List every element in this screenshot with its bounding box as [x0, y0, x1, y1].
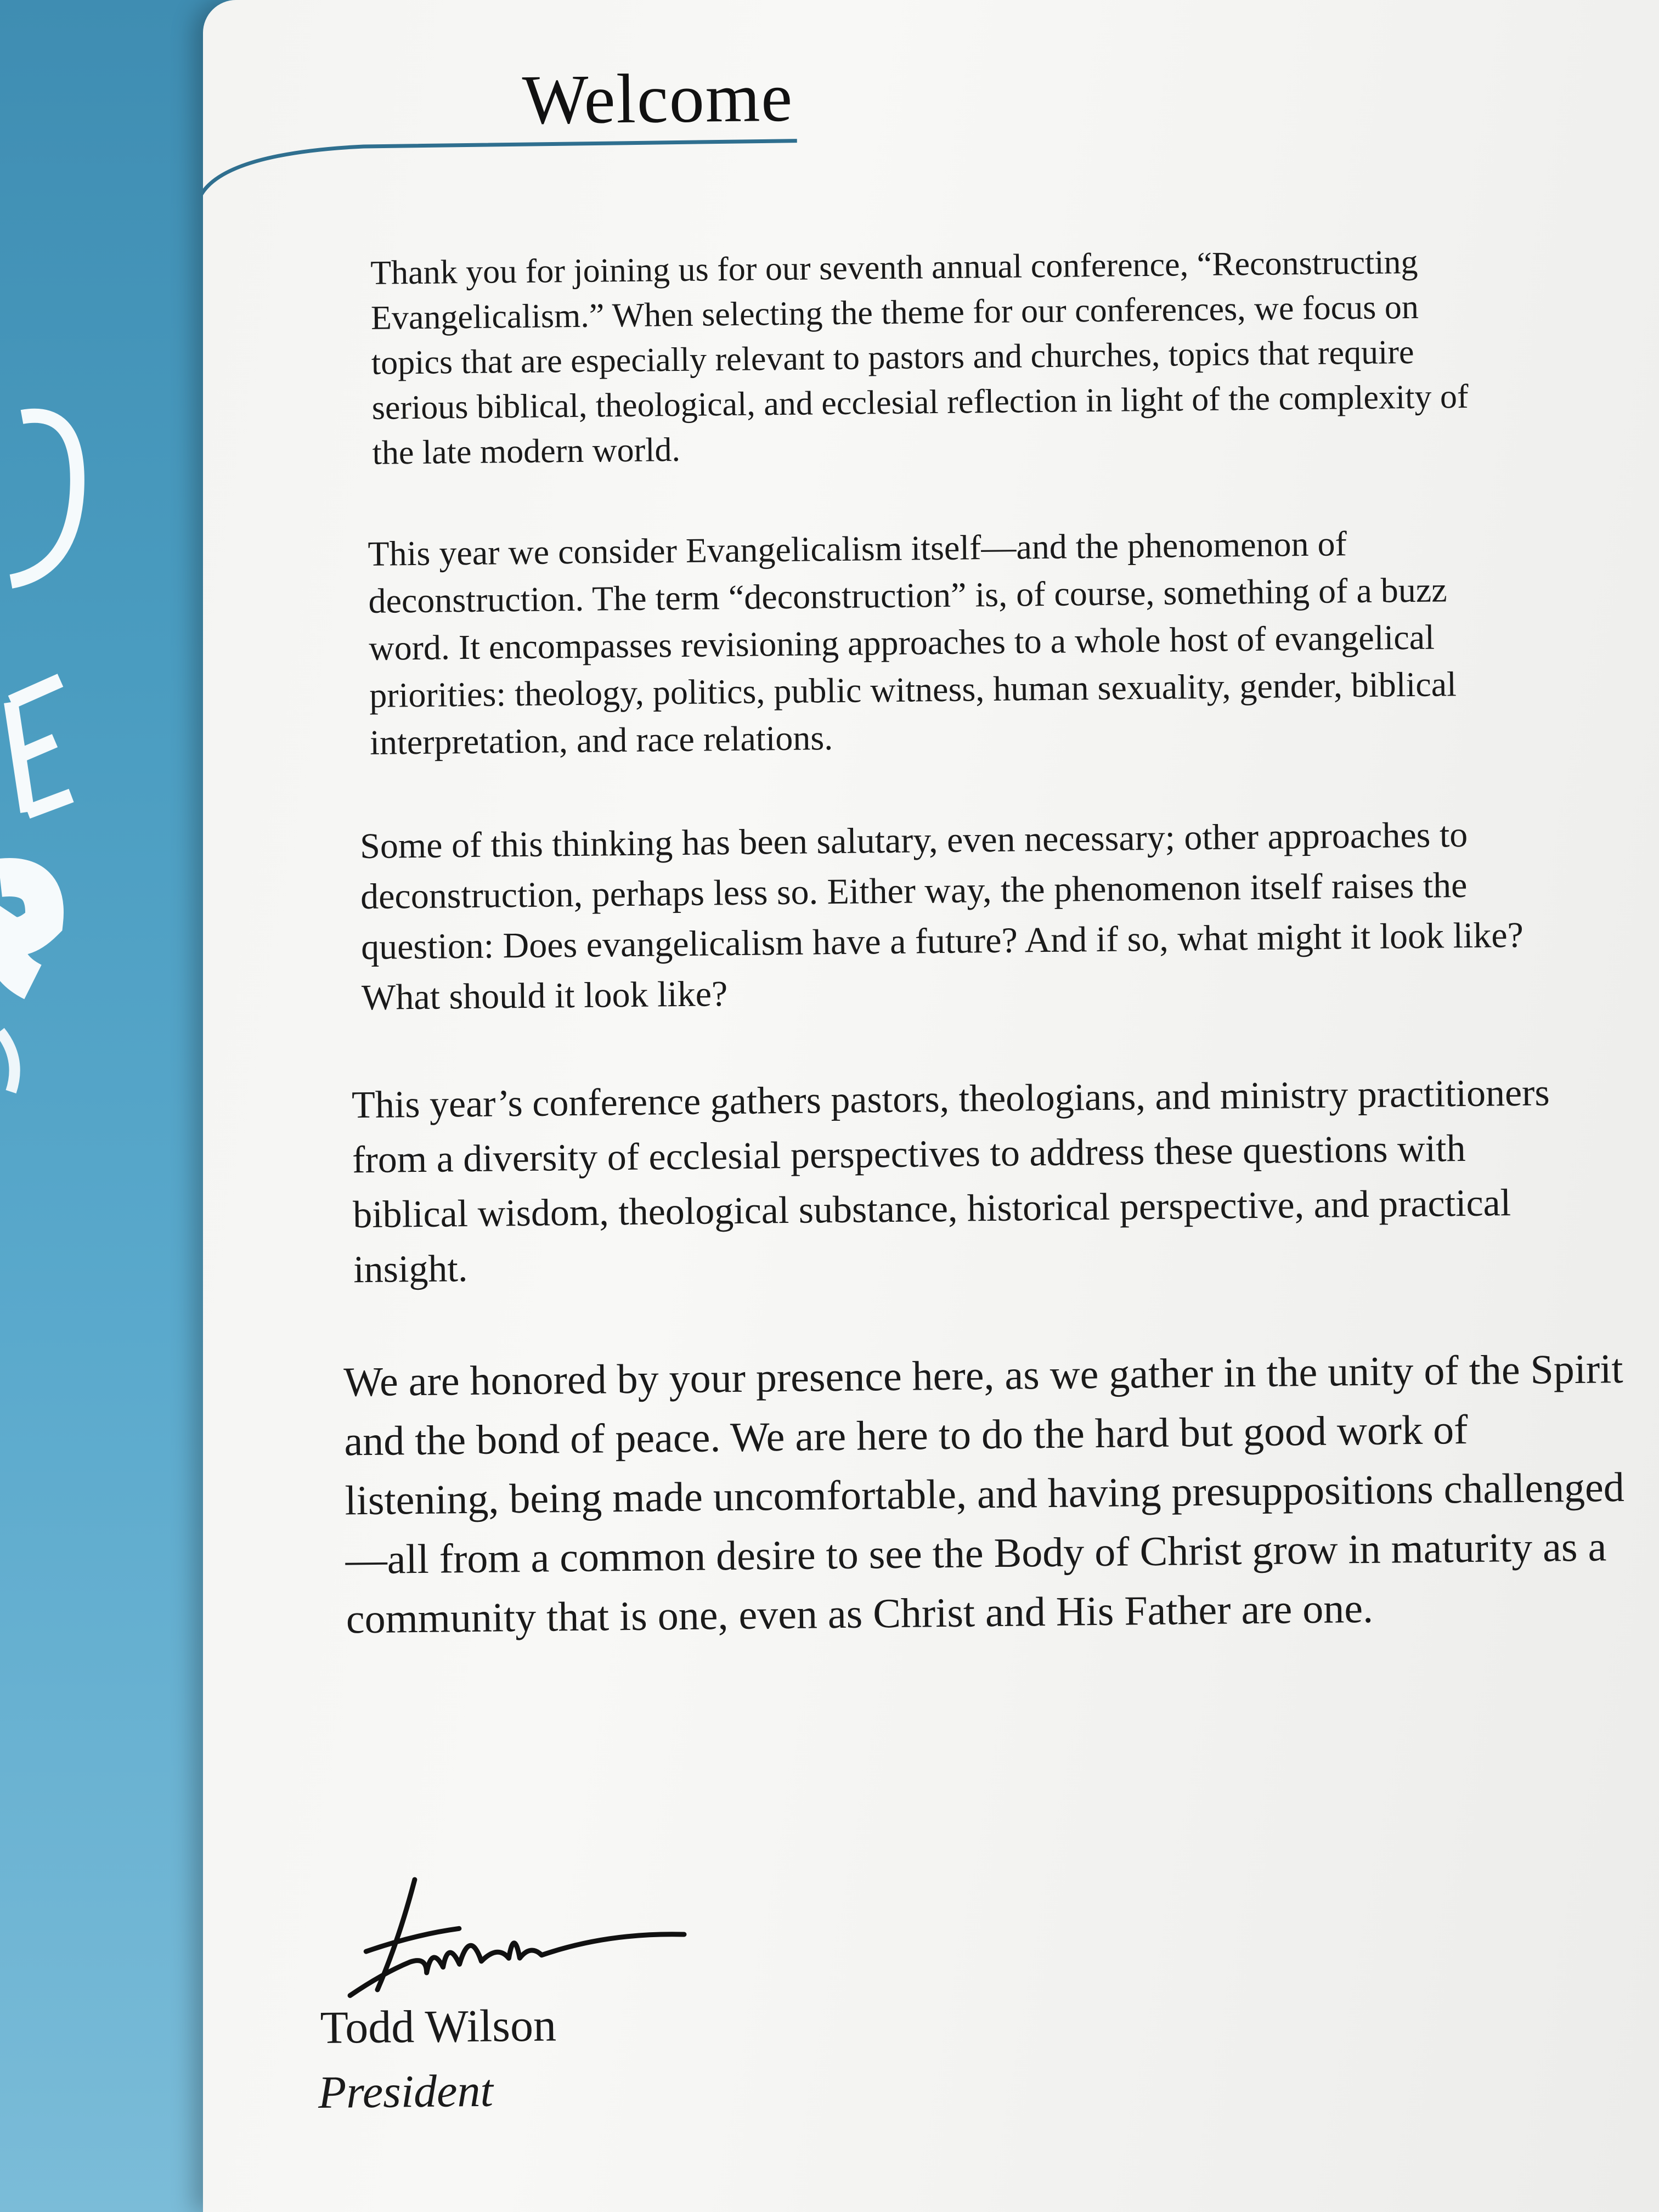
page-title: Welcome	[522, 58, 794, 139]
signatory-name: Todd Wilson	[320, 2000, 557, 2053]
paragraph-2: This year we consider Evangelicalism itself—and the phenomenon of deconstruction. The term “deconstruction” is, of course, something of a buzz word. It encompasses revisioning approaches to a whole host of evangelical priorities: theology, politics, public witness, human sexuality, gender, biblical interpretation, and race relations.	[368, 524, 1457, 762]
title-underline-rule	[203, 126, 803, 209]
paragraph-1: Thank you for joining us for our seventh annual conference, “Reconstructing Evangelicalism.” When selecting the theme for our conferences, we focus on topics that are especially relevant to pastors and churches, topics that require serious biblical, theological, and ecclesial reflection in light of the complexity of the late modern world.	[370, 243, 1469, 472]
paragraph-5: We are honored by your presence here, as we gather in the unity of the Spirit and the bond of peace. We are here to do the hard but good work of listening, being made uncomfortable, and having presuppositions challenged—all from a common desire to see the Body of Christ grow in maturity as a community that is one, even as Christ and His Father are one.	[343, 1346, 1625, 1643]
handwritten-signature	[332, 1860, 746, 2007]
welcome-page	[203, 0, 1659, 2212]
page-content	[203, 0, 1659, 2212]
welcome-letter-body	[343, 239, 1625, 1703]
paragraph-3: Some of this thinking has been salutary, even necessary; other approaches to deconstruction, perhaps less so. Either way, the phenomenon itself raises the question: Does evangelicalism have a future? And if so, what might it look like? What should it look like?	[359, 814, 1524, 1018]
paragraph-4: This year’s conference gathers pastors, theologians, and ministry practitioners from a diversity of ecclesial perspectives to address these questions with biblical wisdom, theological substance, historical perspective, and practical insight.	[351, 1071, 1550, 1291]
signatory-role: President	[318, 2065, 494, 2119]
